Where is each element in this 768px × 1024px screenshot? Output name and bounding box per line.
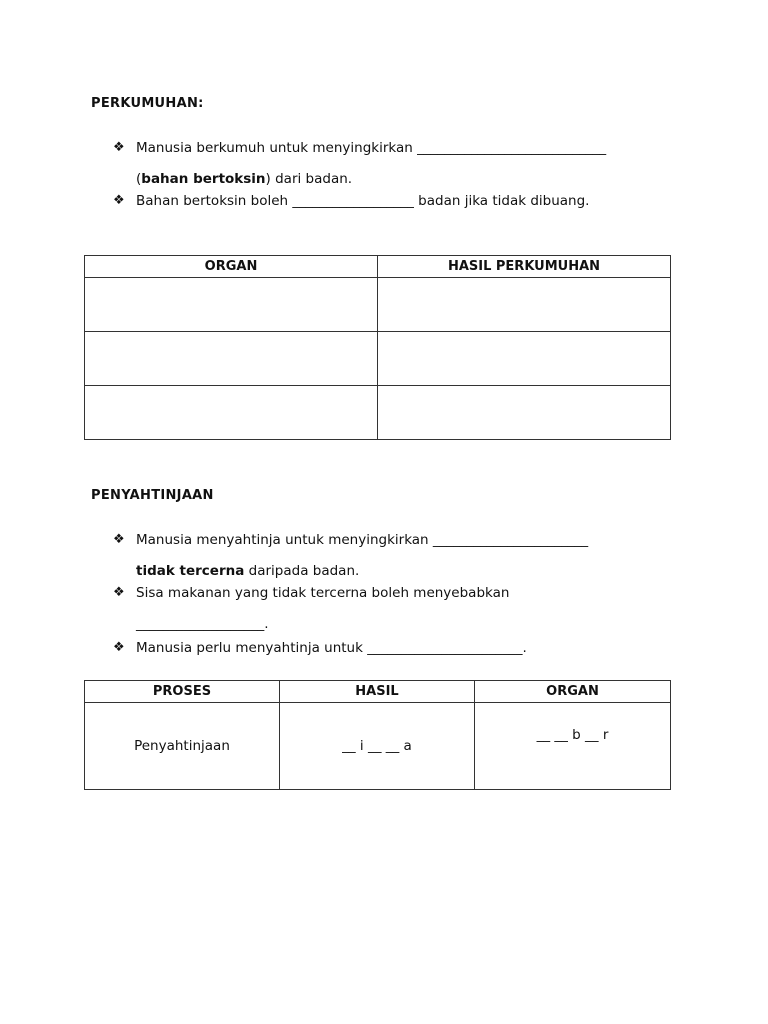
line-text: ) dari badan. bbox=[265, 171, 353, 187]
penyahtinjaan-line-1 bbox=[136, 532, 588, 548]
penyahtinjaan-line-3: Sisa makanan yang tidak tercerna boleh menyebabkan bbox=[136, 585, 510, 601]
penyahtinjaan-line-5 bbox=[136, 640, 527, 656]
organ-hasil-table bbox=[84, 255, 671, 440]
table-cell-organ[interactable] bbox=[85, 332, 378, 386]
penyahtinjaan-line-2 bbox=[136, 563, 359, 579]
line-text: Manusia menyahtinja untuk menyingkirkan bbox=[136, 532, 433, 548]
table-cell-hasil[interactable] bbox=[378, 278, 671, 332]
table-header-organ: ORGAN bbox=[475, 681, 671, 703]
proses-hasil-organ-table bbox=[84, 680, 671, 790]
line-text: daripada badan. bbox=[244, 563, 360, 579]
table-cell-hasil[interactable] bbox=[378, 386, 671, 440]
diamond-bullet-icon: ❖ bbox=[113, 140, 125, 155]
answer-blank: _______________________. bbox=[367, 640, 527, 656]
perkumuhan-line-3 bbox=[136, 193, 589, 209]
table-header-hasil-perkumuhan: HASIL PERKUMUHAN bbox=[378, 256, 671, 278]
table-header-proses: PROSES bbox=[85, 681, 280, 703]
table-row bbox=[85, 703, 671, 790]
table-cell-proses: Penyahtinjaan bbox=[85, 703, 280, 790]
diamond-bullet-icon: ❖ bbox=[113, 193, 125, 208]
table-cell-organ[interactable] bbox=[85, 278, 378, 332]
diamond-bullet-icon: ❖ bbox=[113, 532, 125, 547]
section-heading-penyahtinjaan: PENYAHTINJAAN bbox=[91, 488, 214, 503]
line-text: Bahan bertoksin boleh bbox=[136, 193, 293, 209]
table-cell-hasil[interactable] bbox=[378, 332, 671, 386]
answer-blank: ____________________________ bbox=[417, 140, 607, 156]
perkumuhan-line-2 bbox=[136, 171, 352, 187]
diamond-bullet-icon: ❖ bbox=[113, 640, 125, 655]
penyahtinjaan-line-4: ___________________. bbox=[136, 616, 269, 632]
table-row bbox=[85, 278, 671, 332]
section-heading-perkumuhan: PERKUMUHAN: bbox=[91, 96, 204, 111]
bold-term: tidak tercerna bbox=[136, 563, 245, 579]
perkumuhan-line-1 bbox=[136, 140, 606, 156]
table-header-organ: ORGAN bbox=[85, 256, 378, 278]
table-row bbox=[85, 386, 671, 440]
bold-term: bahan bertoksin bbox=[141, 171, 266, 187]
line-text: Manusia berkumuh untuk menyingkirkan bbox=[136, 140, 418, 156]
answer-blank: __________________ bbox=[292, 193, 414, 209]
line-text: Manusia perlu menyahtinja untuk bbox=[136, 640, 368, 656]
line-text: badan jika tidak dibuang. bbox=[413, 193, 590, 209]
table-cell-organ[interactable] bbox=[85, 386, 378, 440]
diamond-bullet-icon: ❖ bbox=[113, 585, 125, 600]
answer-blank: _______________________ bbox=[432, 532, 589, 548]
table-cell-hasil: __ i __ __ a bbox=[280, 703, 475, 790]
table-header-hasil: HASIL bbox=[280, 681, 475, 703]
open-paren: ( bbox=[136, 171, 142, 187]
table-cell-organ: __ __ b __ r bbox=[475, 703, 671, 790]
table-row bbox=[85, 332, 671, 386]
